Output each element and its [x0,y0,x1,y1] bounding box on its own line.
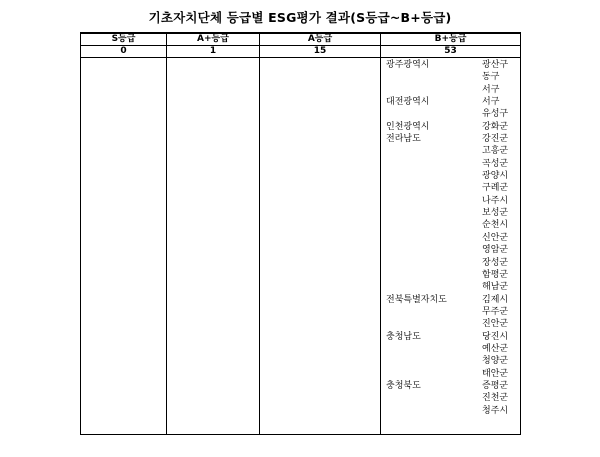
a-grade-list-cell [260,58,381,435]
region-name [386,158,482,170]
list-item [386,121,516,133]
region-name: 전라남도 [386,134,421,145]
region-name [386,269,482,281]
esg-grade-table [80,32,521,435]
region-name: 전북특별자치도 [386,294,447,305]
s-grade-list-cell [81,58,167,435]
district-name: 서구 [482,84,500,95]
list-item [386,96,516,108]
region-name [386,84,482,96]
district-name: 광양시 [482,171,509,182]
list-item [386,368,516,380]
region-name [386,343,482,355]
list-item [386,145,516,157]
list-item [386,392,516,404]
district-name: 태안군 [482,368,509,379]
district-name: 구례군 [482,183,509,194]
list-item [386,71,516,83]
region-name [386,318,482,330]
district-name: 강진군 [482,134,509,145]
list-item [386,219,516,231]
header-s-grade: S등급 [81,33,167,46]
list-item [386,405,516,417]
district-name: 무주군 [482,306,509,317]
region-name [386,182,482,194]
district-name: 진천군 [482,393,509,404]
list-item [386,343,516,355]
b-plus-district-list [381,58,520,417]
district-name: 광산구 [482,60,509,70]
list-item [386,108,516,120]
district-name: 함평군 [482,269,509,280]
district-name: 진안군 [482,319,509,330]
count-a-grade: 15 [260,46,381,58]
district-name: 장성군 [482,257,509,268]
district-name: 증평군 [482,380,509,391]
district-name: 고흥군 [482,146,509,157]
document-title: 기초자치단체 등급별 ESG평가 결과(S등급~B+등급) [148,10,452,25]
district-name: 강화군 [482,121,509,132]
region-name [386,281,482,293]
region-name [386,392,482,404]
region-name: 인천광역시 [386,121,430,132]
header-b-plus-grade: B+등급 [381,33,521,46]
list-item [386,294,516,306]
b-plus-grade-list-cell [381,58,521,435]
district-name: 곡성군 [482,158,509,169]
list-item [386,318,516,330]
region-name [386,108,482,120]
region-name [386,170,482,182]
region-name [386,219,482,231]
list-row [81,58,521,435]
list-item [386,133,516,145]
list-item [386,232,516,244]
district-name: 청양군 [482,356,509,367]
district-name: 서구 [482,97,500,108]
list-item [386,244,516,256]
district-name: 나주시 [482,195,509,206]
region-name: 대전광역시 [386,97,430,108]
district-name: 당진시 [482,331,509,342]
region-name [386,355,482,367]
list-item [386,355,516,367]
district-name: 청주시 [482,405,509,416]
count-s-grade: 0 [81,46,167,58]
region-name: 충청북도 [386,380,421,391]
list-item [386,281,516,293]
list-item [386,306,516,318]
region-name [386,368,482,380]
list-item [386,269,516,281]
count-row [81,46,521,58]
district-name: 영암군 [482,245,509,256]
district-name: 동구 [482,72,500,83]
header-a-grade: A등급 [260,33,381,46]
header-a-plus-grade: A+등급 [167,33,260,46]
region-name [386,257,482,269]
list-item [386,170,516,182]
list-item [386,59,516,71]
list-item [386,158,516,170]
region-name [386,145,482,157]
district-name: 김제시 [482,294,509,305]
region-name [386,232,482,244]
count-a-plus-grade: 1 [167,46,260,58]
district-name: 유성구 [482,109,509,120]
list-item [386,182,516,194]
header-row [81,33,521,46]
district-name: 순천시 [482,220,509,231]
region-name [386,244,482,256]
list-item [386,380,516,392]
list-item [386,207,516,219]
list-item [386,195,516,207]
a-plus-grade-list-cell [167,58,260,435]
district-name: 해남군 [482,282,509,293]
region-name [386,71,482,83]
district-name: 보성군 [482,208,509,219]
region-name [386,207,482,219]
region-name [386,306,482,318]
district-name: 신안군 [482,232,509,243]
region-name: 충청남도 [386,331,421,342]
list-item [386,331,516,343]
region-name: 광주광역시 [386,60,430,70]
region-name [386,195,482,207]
list-item [386,257,516,269]
list-item [386,84,516,96]
region-name [386,405,482,417]
district-name: 예산군 [482,343,509,354]
count-b-plus-grade: 53 [381,46,521,58]
